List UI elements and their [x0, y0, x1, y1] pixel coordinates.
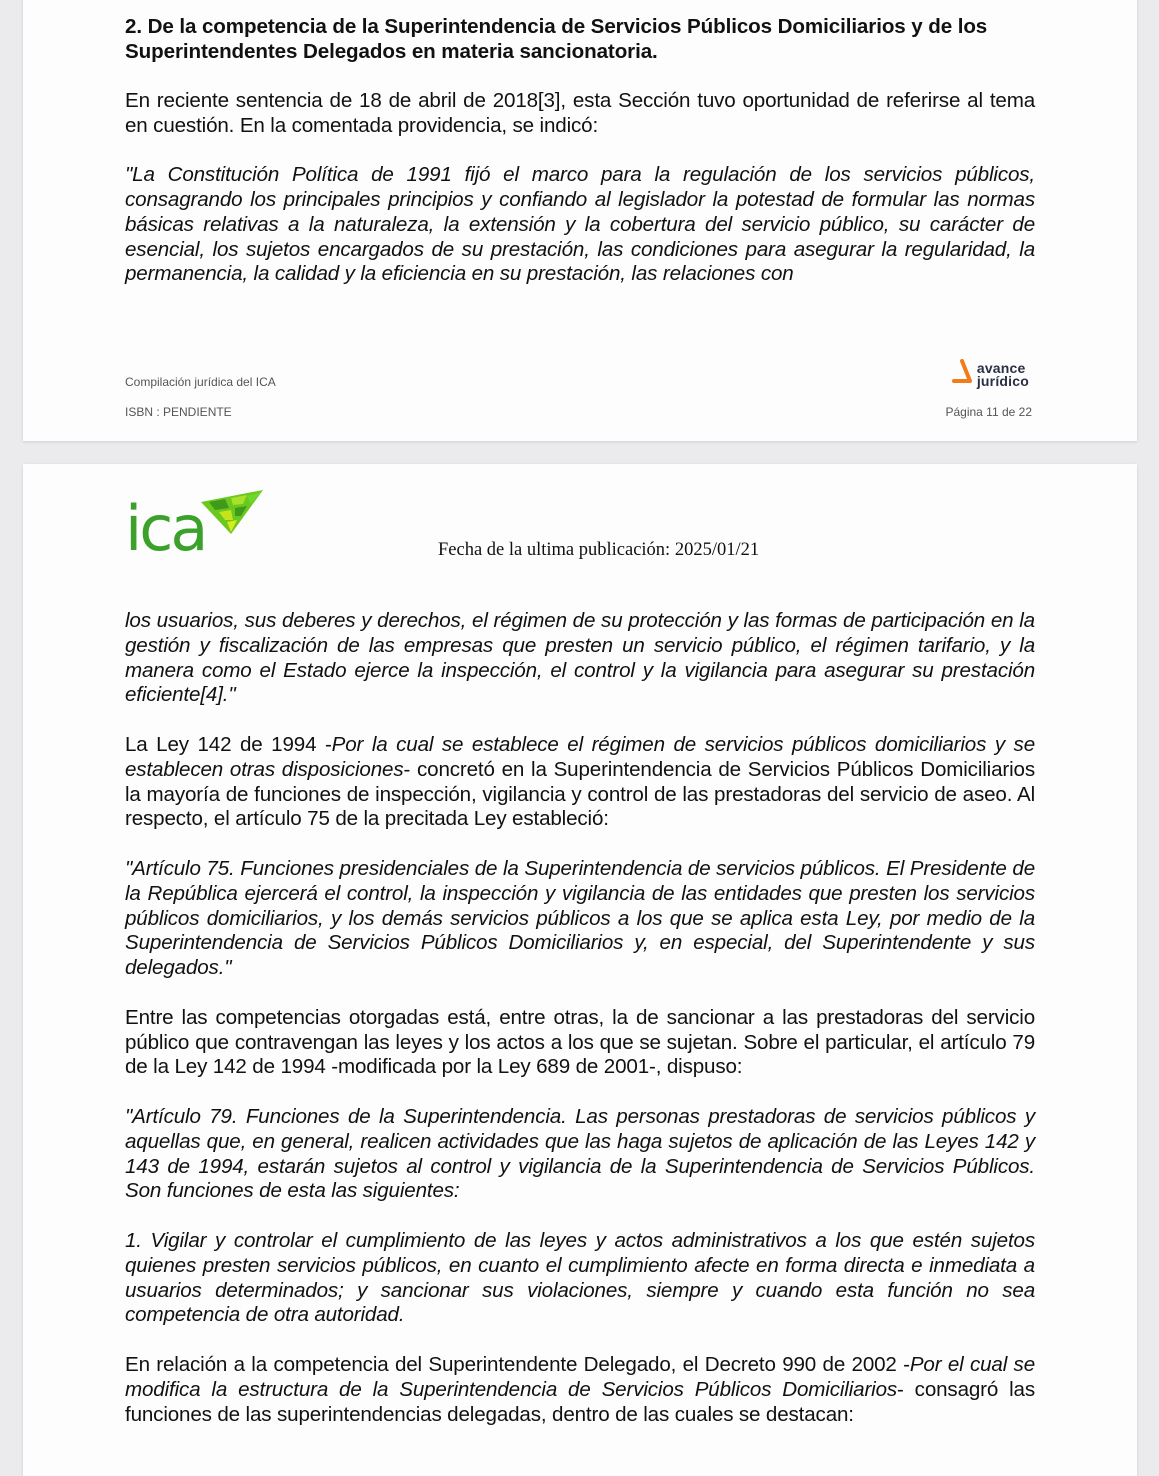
page-number: Página 11 de 22	[945, 405, 1032, 419]
ley-142-paragraph: La Ley 142 de 1994 -Por la cual se establece el régimen de servicios públicos domiciliarios y se establecen otras disposiciones- concretó en la Superintendencia de Servicios Públicos Domiciliarios la mayoría de funciones de inspección, vigilancia y control de las prestadoras del servicio de aseo. Al respecto, el artículo 75 de la precitada Ley estableció:	[125, 732, 1035, 831]
avance-juridico-logo	[951, 359, 1029, 390]
intro-paragraph: En reciente sentencia de 18 de abril de 2018[3], esta Sección tuvo oportunidad de referirse al tema en cuestión. En la comentada providencia, se indicó:	[125, 88, 1035, 137]
decreto-990-paragraph: En relación a la competencia del Superintendente Delegado, el Decreto 990 de 2002 -Por el cual se modifica la estructura de la Superintendencia de Servicios Públicos Domiciliarios- consagró las funciones de las superintendencias delegadas, dentro de las cuales se destacan:	[125, 1352, 1035, 1426]
articulo-75-quote: "Artículo 75. Funciones presidenciales de la Superintendencia de servicios públicos. El Presidente de la República ejercerá el control, la inspección y vigilancia de las entidades que presten los servicios públicos domiciliarios, y los demás servicios públicos a los que se aplica esta Ley, por medio de la Superintendencia de Servicios Públicos Domiciliarios y, en especial, del Superintendente y sus delegados."	[125, 856, 1035, 980]
page-11-body	[125, 14, 1035, 287]
avance-juridico-icon	[951, 359, 973, 390]
ica-leaf-icon	[201, 490, 263, 541]
competencias-paragraph: Entre las competencias otorgadas está, entre otras, la de sancionar a las prestadoras del servicio público que contravengan las leyes y los actos a los que se sujetan. Sobre el particular, el artículo 79 de la Ley 142 de 1994 -modificada por la Ley 689 de 2001-, dispuso:	[125, 1005, 1035, 1079]
quote-constitution-end: los usuarios, sus deberes y derechos, el régimen de su protección y las formas de participación en la gestión y fiscalización de las empresas que presten un servicio público, el régimen tarifario, y la manera como el Estado ejerce la inspección, el control y la vigilancia para asegurar su prestación eficiente[4]."	[125, 609, 1035, 707]
document-page-11	[23, 0, 1137, 441]
compilation-label: Compilación jurídica del ICA	[125, 375, 276, 389]
articulo-79-item-1: 1. Vigilar y controlar el cumplimiento de las leyes y actos administrativos a los que estén sujetos quienes presten servicios públicos, en cuanto el cumplimiento afecte en forma directa e inmediata a usuarios determinados; y sancionar sus violaciones, siempre y cuando esta función no sea competencia de otra autoridad.	[125, 1228, 1035, 1327]
quote-constitution-start: "La Constitución Política de 1991 fijó el marco para la regulación de los servicios públicos, consagrando los principales principios y confiando al legislador la potestad de formular las normas básicas relativas a la naturaleza, la extensión y la cobertura del servicio público, su carácter de esencial, los sujetos encargados de su prestación, las condiciones para asegurar la regularidad, la permanencia, la calidad y la eficiencia en su prestación, las relaciones con	[125, 163, 1035, 286]
ica-wordmark: ica	[125, 492, 206, 565]
publication-date: Fecha de la ultima publicación: 2025/01/21	[438, 540, 760, 560]
page-12-body	[125, 609, 1035, 1427]
articulo-79-quote: "Artículo 79. Funciones de la Superintendencia. Las personas prestadoras de servicios públicos y aquellas que, en general, realicen actividades que las haga sujetos de aplicación de las Leyes 142 y 143 de 1994, estarán sujetos al control y vigilancia de la Superintendencia de Servicios Públicos. Son funciones de esta las siguientes:	[125, 1104, 1035, 1203]
section-heading: 2. De la competencia de la Superintendencia de Servicios Públicos Domiciliarios y de los Superintendentes Delegados en materia sancionatoria.	[125, 15, 988, 63]
ica-logo	[125, 490, 265, 565]
avance-juridico-wordmark: avance jurídico	[976, 359, 1029, 389]
document-page-12	[23, 464, 1137, 1476]
isbn-label: ISBN : PENDIENTE	[125, 405, 232, 419]
